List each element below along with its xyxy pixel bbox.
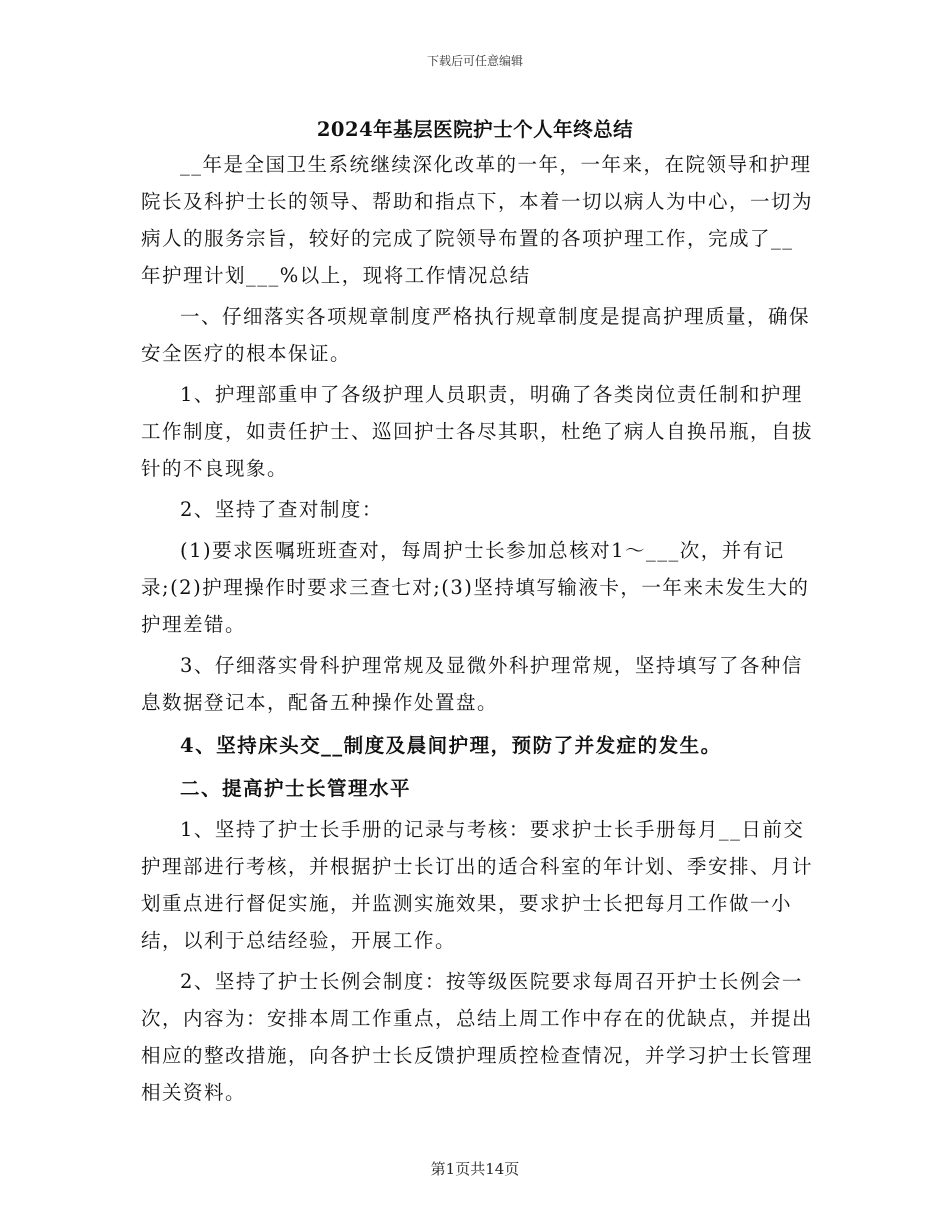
intro-paragraph: __年是全国卫生系统继续深化改革的一年，一年来，在院领导和护理院长及科护士长的领导、帮助和指点下，本着一切以病人为中心，一切为病人的服务宗旨，较好的完成了院领导布置的各项护理工作，完成了__年护理计划___%以上，现将工作情况总结: [141, 153, 814, 287]
page-number-footer: 第1页共14页: [430, 1160, 520, 1178]
item-4-paragraph: 4、坚持床头交__制度及晨间护理，预防了并发症的发生。: [180, 734, 722, 757]
item-2-details-paragraph: (1)要求医嘱班班查对，每周护士长参加总核对1～___次，并有记录;(2)护理操作时要求三查七对;(3)坚持填写输液卡，一年来未发生大的护理差错。: [141, 539, 810, 636]
section-1-heading: 一、仔细落实各项规章制度严格执行规章制度是提高护理质量，确保安全医疗的根本保证。: [141, 305, 811, 365]
section-2-heading: 二、提高护士长管理水平: [180, 777, 412, 800]
section-2-item-1-paragraph: 1、坚持了护士长手册的记录与考核：要求护士长手册每月__日前交护理部进行考核，并根据护士长订出的适合科室的年计划、季安排、月计划重点进行督促实施，并监测实施效果，要求护士长把每月工作做一小结，以利于总结经验，开展工作。: [141, 818, 814, 952]
section-2-item-2-paragraph: 2、坚持了护士长例会制度：按等级医院要求每周召开护士长例会一次，内容为：安排本周工作重点，总结上周工作中存在的优缺点，并提出相应的整改措施，向各护士长反馈护理质控检查情况，并学习护士长管理相关资料。: [141, 970, 814, 1104]
header-note: 下载后可任意编辑: [426, 54, 523, 68]
document-title: 2024年基层医院护士个人年终总结: [316, 118, 634, 141]
item-2-paragraph: 2、坚持了查对制度：: [180, 498, 383, 521]
item-1-paragraph: 1、护理部重申了各级护理人员职责，明确了各类岗位责任制和护理工作制度，如责任护士、巡回护士各尽其职，杜绝了病人自换吊瓶，自拔针的不良现象。: [141, 383, 814, 480]
document-body: [141, 146, 813, 1111]
item-3-paragraph: 3、仔细落实骨科护理常规及显微外科护理常规，坚持填写了各种信息数据登记本，配备五种操作处置盘。: [141, 654, 803, 714]
